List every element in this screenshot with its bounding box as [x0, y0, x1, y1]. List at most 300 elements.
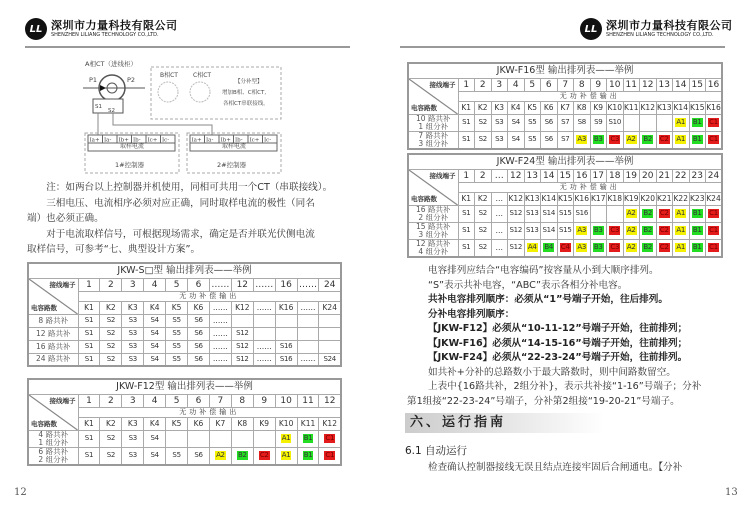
table-row: [28, 340, 341, 353]
table-row: [408, 131, 722, 149]
table-cell: [524, 239, 541, 257]
output-label: K9: [253, 417, 275, 430]
table-cell: [319, 430, 341, 447]
terminal-number: 15: [557, 169, 574, 182]
table-cell: [508, 205, 525, 222]
table-cell: [100, 353, 122, 366]
terminal-number: ……: [255, 279, 274, 290]
table-cell: [253, 447, 275, 465]
capacitor-c: C1: [325, 434, 335, 442]
capacitor-s: S6: [544, 118, 553, 126]
terminal-label: Ib+: [220, 137, 231, 144]
capacitor-s: S13: [526, 226, 539, 234]
table-cell: [607, 205, 624, 222]
row-label: 4 路共补 1 组分补: [28, 430, 78, 447]
note-line: 对于电流取样信号，可根据现场需求，确定是否并联光伏侧电流: [46, 228, 315, 240]
logo-mark-icon: LL: [580, 18, 602, 40]
capacitor-s: S16: [279, 342, 293, 350]
company-name-en: SHENZHEN LILIANG TECHNOLOGY CO.,LTD.: [51, 31, 159, 38]
capacitor-s: S12: [236, 342, 249, 350]
row-label: 16 路共补 2 组分补: [408, 205, 458, 222]
table-cell: ……: [253, 340, 275, 353]
capacitor-s: S1: [462, 226, 471, 234]
output-label: K11: [623, 101, 640, 114]
capacitor-s: S6: [544, 135, 553, 143]
terminal-number: 13: [524, 169, 541, 182]
capacitor-a: A3: [577, 243, 587, 251]
row-label: 6 路共补 2 组分补: [28, 447, 78, 465]
terminal-number: 8: [574, 78, 591, 91]
table-cell: [122, 340, 144, 353]
company-logo: [25, 18, 178, 40]
output-label: K12: [640, 101, 657, 114]
table-cell: [122, 353, 144, 366]
table-cell: [706, 114, 723, 131]
table-cell: [144, 430, 166, 447]
subsection-text: 检查确认控制器接线无误且结点连接牢固后合闸通电。【分补: [428, 462, 683, 473]
page-number: 13: [725, 487, 738, 498]
terminal-label: Ib+: [118, 137, 129, 144]
output-label: K12: [319, 417, 341, 430]
capacitor-s: S8: [577, 118, 586, 126]
capacitor-s: S1: [462, 209, 471, 217]
sampling-label-2: 取样电流: [222, 143, 247, 150]
table-cell: [541, 205, 558, 222]
output-label: K15: [557, 192, 574, 205]
table-cell: [78, 447, 100, 465]
output-label: ……: [297, 301, 319, 314]
table-cell: [319, 314, 341, 327]
s2-label: S2: [108, 108, 115, 114]
output-label: K13: [656, 101, 673, 114]
terminal-number: 9: [253, 394, 275, 407]
capacitor-s: S4: [150, 451, 159, 459]
capacitor-s: S6: [194, 451, 203, 459]
terminal-label: Ic-: [264, 137, 272, 144]
capacitor-b: B1: [692, 118, 702, 126]
capacitor-s: S16: [279, 354, 293, 363]
table-cell: [231, 353, 253, 366]
row-label: 24 路共补: [28, 353, 78, 366]
terminal-number: 3: [491, 78, 508, 91]
table-cell: [253, 314, 275, 327]
capacitor-s: S5: [172, 316, 181, 324]
table-cell: [475, 131, 492, 149]
table-cell: [673, 222, 690, 239]
table-cell: [231, 327, 253, 340]
capacitor-a: A1: [676, 118, 686, 126]
terminal-number: 17: [590, 169, 607, 182]
table-cell: [673, 114, 690, 131]
capacitor-s: S3: [128, 354, 137, 363]
terminal-label: Ia-: [206, 137, 214, 144]
table-cell: [166, 447, 188, 465]
output-label: K14: [541, 192, 558, 205]
table-cell: …: [491, 205, 508, 222]
terminal-number: 2: [475, 78, 492, 91]
capacitor-c: C1: [709, 226, 718, 234]
capacitor-s: S4: [511, 118, 520, 126]
output-label: K19: [623, 192, 640, 205]
terminal-label: Ia-: [104, 137, 112, 144]
table-cell: ……: [297, 353, 319, 366]
capacitor-a: A2: [626, 135, 636, 143]
terminal-number: 1: [458, 78, 475, 91]
output-label: …: [491, 192, 508, 205]
table-cell: [524, 114, 541, 131]
table-cell: [253, 430, 275, 447]
corner-header: [408, 169, 458, 205]
capacitor-c: C3: [610, 135, 620, 143]
table-cell: [319, 340, 341, 353]
corner-header: [408, 78, 458, 114]
table-cell: [297, 430, 319, 447]
terminal-number: ……: [299, 279, 318, 290]
note-line: 注：如两台以上控制器并机使用，同相可共用一个CT（串联接线）。: [46, 182, 333, 193]
table-cell: [590, 239, 607, 257]
table-cell: [607, 114, 624, 131]
corner-top-label: 接线端子: [49, 396, 76, 405]
output-label: K9: [590, 101, 607, 114]
table-cell: [607, 239, 624, 257]
table-cell: [144, 447, 166, 465]
capacitor-s: S1: [84, 316, 94, 324]
terminal-number: 16: [574, 169, 591, 182]
table-cell: …: [491, 222, 508, 239]
capacitor-s: S2: [106, 354, 116, 363]
table-row: [408, 205, 722, 222]
table-cell: [656, 239, 673, 257]
table-cell: [557, 222, 574, 239]
capacitor-s: S2: [478, 118, 487, 126]
table-cell: [275, 447, 297, 465]
title-row: [408, 63, 722, 78]
terminal-number: 15: [689, 78, 706, 91]
capacitor-c: C2: [659, 226, 669, 234]
table-cell: [574, 239, 591, 257]
terminal-number: 3: [122, 278, 144, 291]
table-cell: [297, 314, 319, 327]
table-title: JKW-F24型 输出排列表——举例: [408, 154, 722, 169]
split-type-title: 【分补型】: [235, 79, 263, 85]
table-cell: [166, 314, 188, 327]
table-cell: [689, 205, 706, 222]
capacitor-c: C2: [659, 209, 669, 217]
table-cell: [541, 222, 558, 239]
capacitor-s: S6: [194, 329, 203, 337]
title-row: [28, 379, 341, 394]
table-cell: [607, 131, 624, 149]
capacitor-s: S2: [478, 243, 487, 251]
table-cell: [188, 340, 210, 353]
capacitor-s: S2: [478, 226, 487, 234]
capacitor-s: S15: [559, 226, 572, 234]
table-cell: [144, 340, 166, 353]
output-label: K22: [673, 192, 690, 205]
capacitor-s: S12: [509, 209, 522, 217]
table-cell: [656, 222, 673, 239]
output-subheader: 无功补偿输出: [458, 91, 722, 101]
capacitor-s: S5: [528, 135, 537, 143]
output-label: K5: [166, 417, 188, 430]
row-label: 16 路共补: [28, 340, 78, 353]
output-label: K2: [475, 192, 492, 205]
capacitor-s: S7: [561, 118, 570, 126]
table-cell: [166, 340, 188, 353]
table-cell: [100, 447, 122, 465]
note-line: 电容排列应结合“电容编码”按容量从小到大顺序排列。: [428, 265, 659, 276]
table-cell: ……: [253, 353, 275, 366]
table-cell: [144, 327, 166, 340]
table-cell: [574, 205, 591, 222]
table-cell: [275, 314, 297, 327]
capacitor-b: B1: [692, 209, 702, 217]
terminal-number: 6: [541, 78, 558, 91]
terminal-number: 1: [78, 278, 100, 291]
table-cell: [574, 114, 591, 131]
table-cell: ……: [209, 340, 231, 353]
table-cell: ……: [209, 314, 231, 327]
table-cell: [475, 205, 492, 222]
table-cell: [209, 430, 231, 447]
table-cell: [590, 114, 607, 131]
capacitor-s: S3: [128, 434, 137, 442]
note-line: 端）也必须正确。: [27, 213, 104, 224]
table-cell: [623, 239, 640, 257]
output-label: K23: [689, 192, 706, 205]
terminal-number: 11: [297, 394, 319, 407]
terminal-label: Ia+: [89, 137, 100, 144]
table-cell: [623, 222, 640, 239]
table-cell: [253, 327, 275, 340]
output-label: K24: [319, 301, 341, 314]
output-label: K4: [508, 101, 525, 114]
table-cell: [275, 327, 297, 340]
table-row: [28, 447, 341, 465]
table-cell: [508, 131, 525, 149]
table-row: [408, 222, 722, 239]
table-cell: [557, 205, 574, 222]
capacitor-s: S6: [194, 342, 203, 350]
capacitor-s: S16: [575, 209, 588, 217]
terminal-label: Ib-: [133, 137, 141, 144]
output-label: ……: [209, 301, 231, 314]
note-line: 如共补+分补的总路数小于最大路数时，则中间路数留空。: [428, 366, 676, 378]
capacitor-s: S9: [594, 118, 603, 126]
capacitor-c: C1: [709, 118, 718, 126]
table-cell: [689, 239, 706, 257]
capacitor-s: S5: [172, 329, 181, 337]
terminal-number: 8: [231, 394, 253, 407]
output-label: K3: [122, 301, 144, 314]
jkw-f12-output-table: [27, 378, 342, 466]
capacitor-s: S1: [462, 135, 471, 143]
capacitor-a: A1: [676, 209, 686, 217]
table-row: [28, 353, 341, 366]
table-cell: [706, 222, 723, 239]
table-cell: [122, 430, 144, 447]
output-label: K2: [100, 301, 122, 314]
capacitor-s: S13: [526, 209, 539, 217]
controller-1-label: 1#控制器: [115, 161, 145, 169]
jkw-s-output-table: [27, 262, 342, 367]
table-cell: [458, 131, 475, 149]
table-cell: [188, 314, 210, 327]
output-label: K11: [297, 417, 319, 430]
table-cell: [100, 314, 122, 327]
table-cell: [458, 114, 475, 131]
terminal-number: 19: [623, 169, 640, 182]
logo-mark-icon: LL: [25, 18, 47, 40]
terminal-row: [28, 278, 341, 291]
table-cell: [673, 239, 690, 257]
row-label: 12 路共补 4 组分补: [408, 239, 458, 257]
output-label: K3: [122, 417, 144, 430]
terminal-number: 24: [319, 278, 341, 291]
output-label: K20: [640, 192, 657, 205]
terminal-number: 2: [100, 394, 122, 407]
capacitor-s: S15: [559, 209, 572, 217]
output-label: K1: [78, 301, 100, 314]
table-cell: [590, 222, 607, 239]
terminal-number: 2: [475, 169, 492, 182]
capacitor-c: C2: [659, 243, 669, 251]
output-label: K6: [188, 417, 210, 430]
terminal-number: 24: [706, 169, 723, 182]
table-cell: [297, 327, 319, 340]
table-cell: [475, 114, 492, 131]
ct-wiring-diagram: [0, 55, 375, 175]
capacitor-b: B2: [643, 135, 653, 143]
jkw-f24-output-table: [407, 153, 723, 258]
table-cell: [458, 239, 475, 257]
capacitor-s: S4: [150, 434, 159, 442]
corner-bottom-label: 电容路数: [31, 303, 57, 312]
capacitor-s: S5: [172, 354, 181, 363]
capacitor-c: C3: [610, 243, 620, 251]
corner-top-label: 接线端子: [429, 171, 456, 180]
corner-bottom-label: 电容路数: [411, 103, 437, 112]
capacitor-a: A3: [577, 226, 587, 234]
output-label: K21: [656, 192, 673, 205]
terminal-number: 5: [166, 394, 188, 407]
capacitor-b: B1: [692, 226, 702, 234]
output-label: K7: [557, 101, 574, 114]
capacitor-a: A4: [527, 243, 537, 251]
capacitor-a: A1: [676, 226, 686, 234]
capacitor-b: B1: [692, 243, 702, 251]
table-cell: [122, 327, 144, 340]
output-label: ……: [253, 301, 275, 314]
table-cell: [508, 222, 525, 239]
table-cell: [275, 430, 297, 447]
table-cell: [524, 222, 541, 239]
table-cell: [166, 430, 188, 447]
subsection-title: 6.1 自动运行: [405, 445, 468, 457]
p2-label: P2: [127, 76, 136, 84]
capacitor-s: S1: [84, 342, 94, 350]
capacitor-s: S1: [84, 451, 94, 459]
output-label: K10: [275, 417, 297, 430]
capacitor-c: C4: [560, 243, 570, 251]
capacitor-s: S6: [194, 316, 203, 324]
table-cell: [656, 205, 673, 222]
terminal-label: Ic-: [162, 137, 170, 144]
table-cell: [188, 353, 210, 366]
table-cell: [231, 340, 253, 353]
table-cell: [100, 340, 122, 353]
capacitor-s: S5: [528, 118, 537, 126]
corner-top-label: 接线端子: [49, 280, 76, 289]
table-cell: [100, 327, 122, 340]
table-cell: [656, 131, 673, 149]
capacitor-c: C3: [610, 226, 620, 234]
output-label: K1: [458, 192, 475, 205]
table-row: [28, 314, 341, 327]
terminal-number: 2: [100, 278, 122, 291]
table-cell: [491, 114, 508, 131]
output-label: K4: [144, 301, 166, 314]
terminal-number: 9: [590, 78, 607, 91]
table-cell: …: [491, 239, 508, 257]
output-label: K6: [541, 101, 558, 114]
table-cell: [100, 430, 122, 447]
capacitor-s: S1: [462, 243, 471, 251]
table-cell: [689, 114, 706, 131]
table-cell: [689, 222, 706, 239]
capacitor-s: S12: [509, 226, 522, 234]
output-label: K2: [100, 417, 122, 430]
table-cell: [607, 222, 624, 239]
company-name-cn: 深圳市力量科技有限公司: [51, 18, 178, 32]
terminal-row: [408, 169, 722, 182]
output-subheader: 无功补偿输出: [78, 291, 341, 301]
b-ct-icon: [158, 82, 178, 102]
capacitor-s: S1: [84, 329, 94, 337]
terminal-label: Ic+: [249, 137, 260, 144]
capacitor-s: S4: [150, 329, 159, 337]
output-label: K1: [458, 101, 475, 114]
output-label: K5: [166, 301, 188, 314]
capacitor-s: S2: [106, 451, 116, 459]
table-cell: [574, 222, 591, 239]
right-page: [375, 0, 750, 520]
company-name-cn: 深圳市力量科技有限公司: [606, 18, 733, 32]
note-line: “S”表示共补电容，“ABC”表示各相分补电容。: [428, 279, 628, 291]
capacitor-a: A1: [676, 243, 686, 251]
note-line: 【JKW-F16】必须从“14-15-16”号端子开始，往前排列；: [428, 337, 688, 349]
table-cell: [166, 327, 188, 340]
capacitor-s: S6: [194, 354, 203, 363]
output-label: K6: [188, 301, 210, 314]
output-label: K5: [524, 101, 541, 114]
capacitor-s: S4: [511, 135, 520, 143]
table-cell: [209, 447, 231, 465]
terminal-number: 6: [188, 278, 210, 291]
capacitor-s: S12: [236, 329, 249, 337]
table-cell: [524, 205, 541, 222]
output-label: K15: [689, 101, 706, 114]
table-cell: [656, 114, 673, 131]
output-label: K18: [607, 192, 624, 205]
table-cell: [188, 430, 210, 447]
capacitor-c: C1: [709, 209, 718, 217]
terminal-number: 4: [144, 394, 166, 407]
output-label: K12: [231, 301, 253, 314]
corner-bottom-label: 电容路数: [31, 419, 57, 428]
table-cell: [297, 447, 319, 465]
table-cell: [673, 205, 690, 222]
